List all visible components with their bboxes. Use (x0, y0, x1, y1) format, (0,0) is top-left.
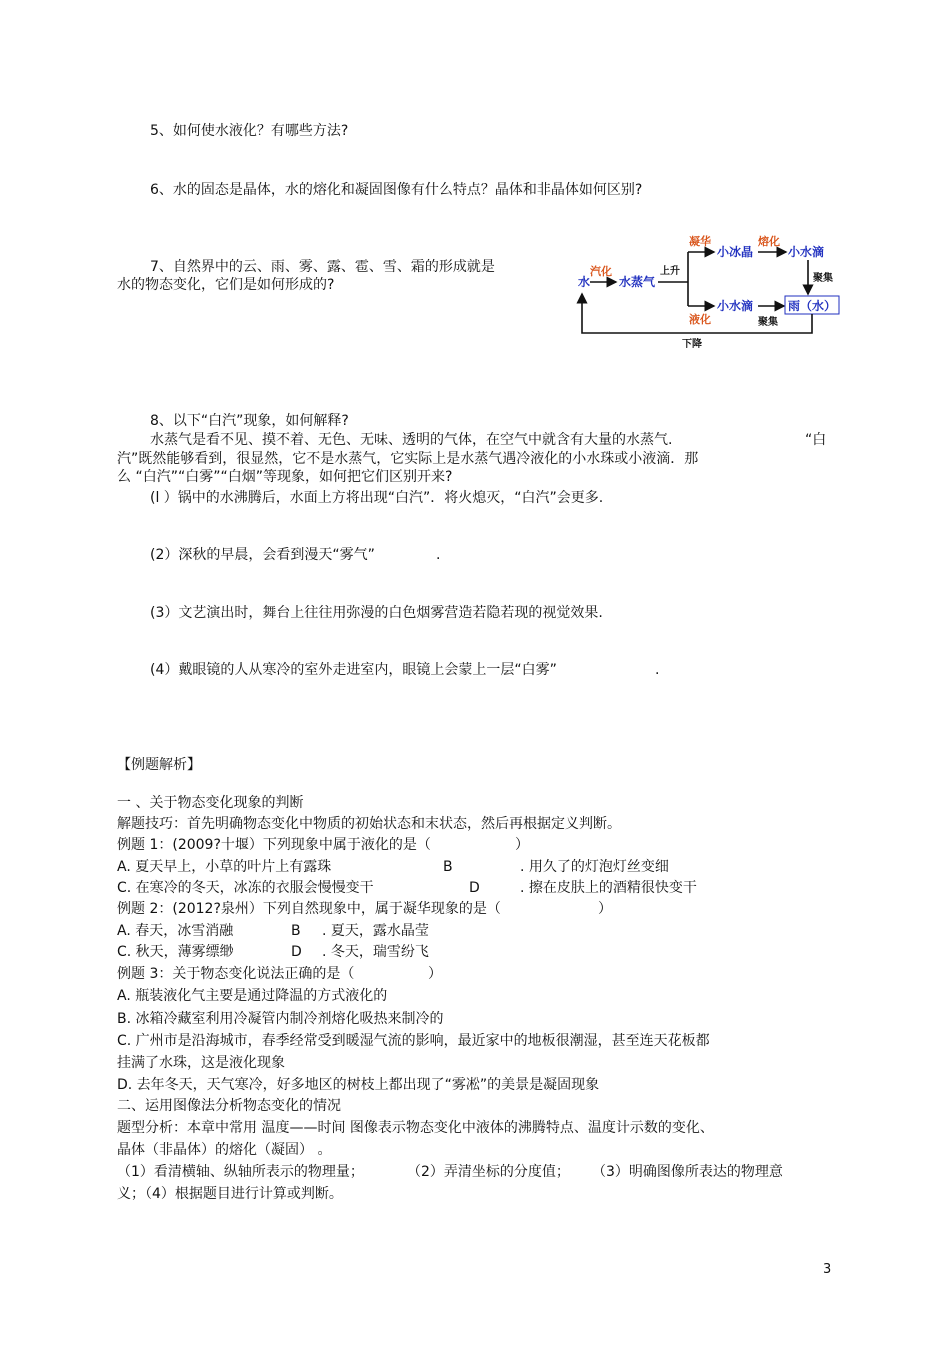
section-2-step-3: （3）明确图像所表达的物理意 (592, 1164, 783, 1180)
section-2-title: 二、运用图像法分析物态变化的情况 (117, 1098, 341, 1114)
diagram-ice-crystal: 小冰晶 (717, 245, 754, 259)
diagram-gather-bottom: 聚集 (758, 317, 778, 328)
diagram-droplet-bottom: 小水滴 (717, 299, 754, 313)
question-5: 5、如何使水液化？有哪些方法? (150, 123, 349, 139)
example-2-option-b: . 夏天，露水晶莹 (322, 923, 429, 939)
question-8-item-2-end: . (436, 547, 441, 563)
example-2-stem: 例题 2：(2012?泉州）下列自然现象中，属于凝华现象的是（ (117, 901, 501, 917)
section-2-analysis-line1: 题型分析：本章中常用 温度——时间 图像表示物态变化中液体的沸腾特点、温度计示数的变化、 (117, 1120, 714, 1136)
example-1-option-d: . 擦在皮肤上的酒精很快变干 (520, 880, 697, 896)
question-8-text-line2: 汽”既然能够看到，很显然，它不是水蒸气，它实际上是水蒸气遇冷液化的小水珠或小液滴．那 (117, 451, 699, 467)
example-3-option-a: A. 瓶装液化气主要是通过降温的方式液化的 (117, 988, 388, 1004)
section-2-step-2: （2）弄清坐标的分度值； (407, 1164, 570, 1180)
diagram-rise: 上升 (660, 266, 680, 277)
water-cycle-diagram (572, 232, 842, 352)
example-2-option-b-letter: B (291, 923, 301, 939)
example-1-option-a: A. 夏天早上，小草的叶片上有露珠 (117, 859, 332, 875)
example-1-stem: 例题 1：(2009?十堰）下列现象中属于液化的是（ (117, 837, 431, 853)
diagram-vapor: 水蒸气 (619, 275, 656, 289)
example-3-close: ） (428, 966, 442, 982)
question-8-item-3: (3）文艺演出时，舞台上往往用弥漫的白色烟雾营造若隐若现的视觉效果. (150, 605, 603, 621)
example-2-option-d: . 冬天，瑞雪纷飞 (322, 944, 429, 960)
diagram-water: 水 (578, 275, 591, 289)
diagram-melt: 熔化 (758, 235, 780, 248)
example-2-option-d-letter: D (291, 944, 302, 960)
example-2-close: ） (598, 901, 612, 917)
example-3-stem: 例题 3：关于物态变化说法正确的是（ (117, 966, 355, 982)
question-7-line1: 7、自然界中的云、雨、雾、露、雹、雪、霜的形成就是 (150, 259, 495, 275)
question-8-title: 8、以下“白汽”现象，如何解释? (150, 413, 349, 429)
example-2-option-a: A. 春天，冰雪消融 (117, 923, 234, 939)
question-8-item-2: (2）深秋的早晨，会看到漫天“雾气” (150, 547, 375, 563)
section-1-tip: 解题技巧：首先明确物态变化中物质的初始状态和末状态，然后再根据定义判断。 (117, 816, 621, 832)
question-8-text-line3: 么 “白汽”“白雾”“白烟”等现象，如何把它们区别开来? (117, 469, 453, 485)
question-8-item-1: (l ）锅中的水沸腾后，水面上方将出现“白汽”．将火熄灭，“白汽”会更多. (150, 490, 604, 506)
diagram-droplet-top: 小水滴 (788, 245, 825, 259)
diagram-rain: 雨（水） (788, 299, 837, 313)
diagram-fall: 下降 (682, 339, 702, 350)
example-3-option-d: D. 去年冬天，天气寒冷，好多地区的树枝上都出现了“雾凇”的美景是凝固现象 (117, 1077, 600, 1093)
question-8-item-4: (4）戴眼镜的人从寒冷的室外走进室内，眼镜上会蒙上一层“白雾” (150, 662, 557, 678)
example-3-option-c-line2: 挂满了水珠，这是液化现象 (117, 1055, 285, 1071)
diagram-condense-solid: 凝华 (689, 235, 711, 248)
section-2-analysis-line2: 晶体（非晶体）的熔化（凝固） 。 (117, 1142, 332, 1158)
question-7-line2: 水的物态变化，它们是如何形成的? (117, 277, 335, 293)
example-1-option-d-letter: D (469, 880, 480, 896)
example-3-option-c-line1: C. 广州市是沿海城市，春季经常受到暖湿气流的影响，最近家中的地板很潮湿，甚至连天花板都 (117, 1033, 710, 1049)
examples-heading: 【例题解析】 (117, 757, 201, 773)
question-8-item-4-end: . (655, 662, 660, 678)
example-2-option-c: C. 秋天，薄雾缥缈 (117, 944, 234, 960)
page-number: 3 (823, 1262, 832, 1277)
diagram-gather-right: 聚集 (813, 273, 833, 284)
example-1-option-b-letter: B (443, 859, 453, 875)
question-8-text-line1-end: “白 (805, 432, 827, 448)
section-1-title: 一 、关于物态变化现象的判断 (117, 795, 304, 811)
section-2-step-1: （1）看清横轴、纵轴所表示的物理量； (117, 1164, 364, 1180)
example-1-option-b: . 用久了的灯泡灯丝变细 (520, 859, 669, 875)
question-6: 6、水的固态是晶体，水的熔化和凝固图像有什么特点？晶体和非晶体如何区别? (150, 182, 643, 198)
example-1-close: ） (515, 837, 529, 853)
example-1-option-c: C. 在寒冷的冬天，冰冻的衣服会慢慢变干 (117, 880, 374, 896)
question-8-text-line1: 水蒸气是看不见、摸不着、无色、无味、透明的气体，在空气中就含有大量的水蒸气. (150, 432, 673, 448)
example-3-option-b: B. 冰箱冷藏室利用冷凝管内制冷剂熔化吸热来制冷的 (117, 1011, 444, 1027)
section-2-step-4: 义；（4）根据题目进行计算或判断。 (117, 1186, 343, 1202)
diagram-liquefy: 液化 (689, 313, 711, 326)
diagram-vaporize: 汽化 (590, 265, 612, 278)
